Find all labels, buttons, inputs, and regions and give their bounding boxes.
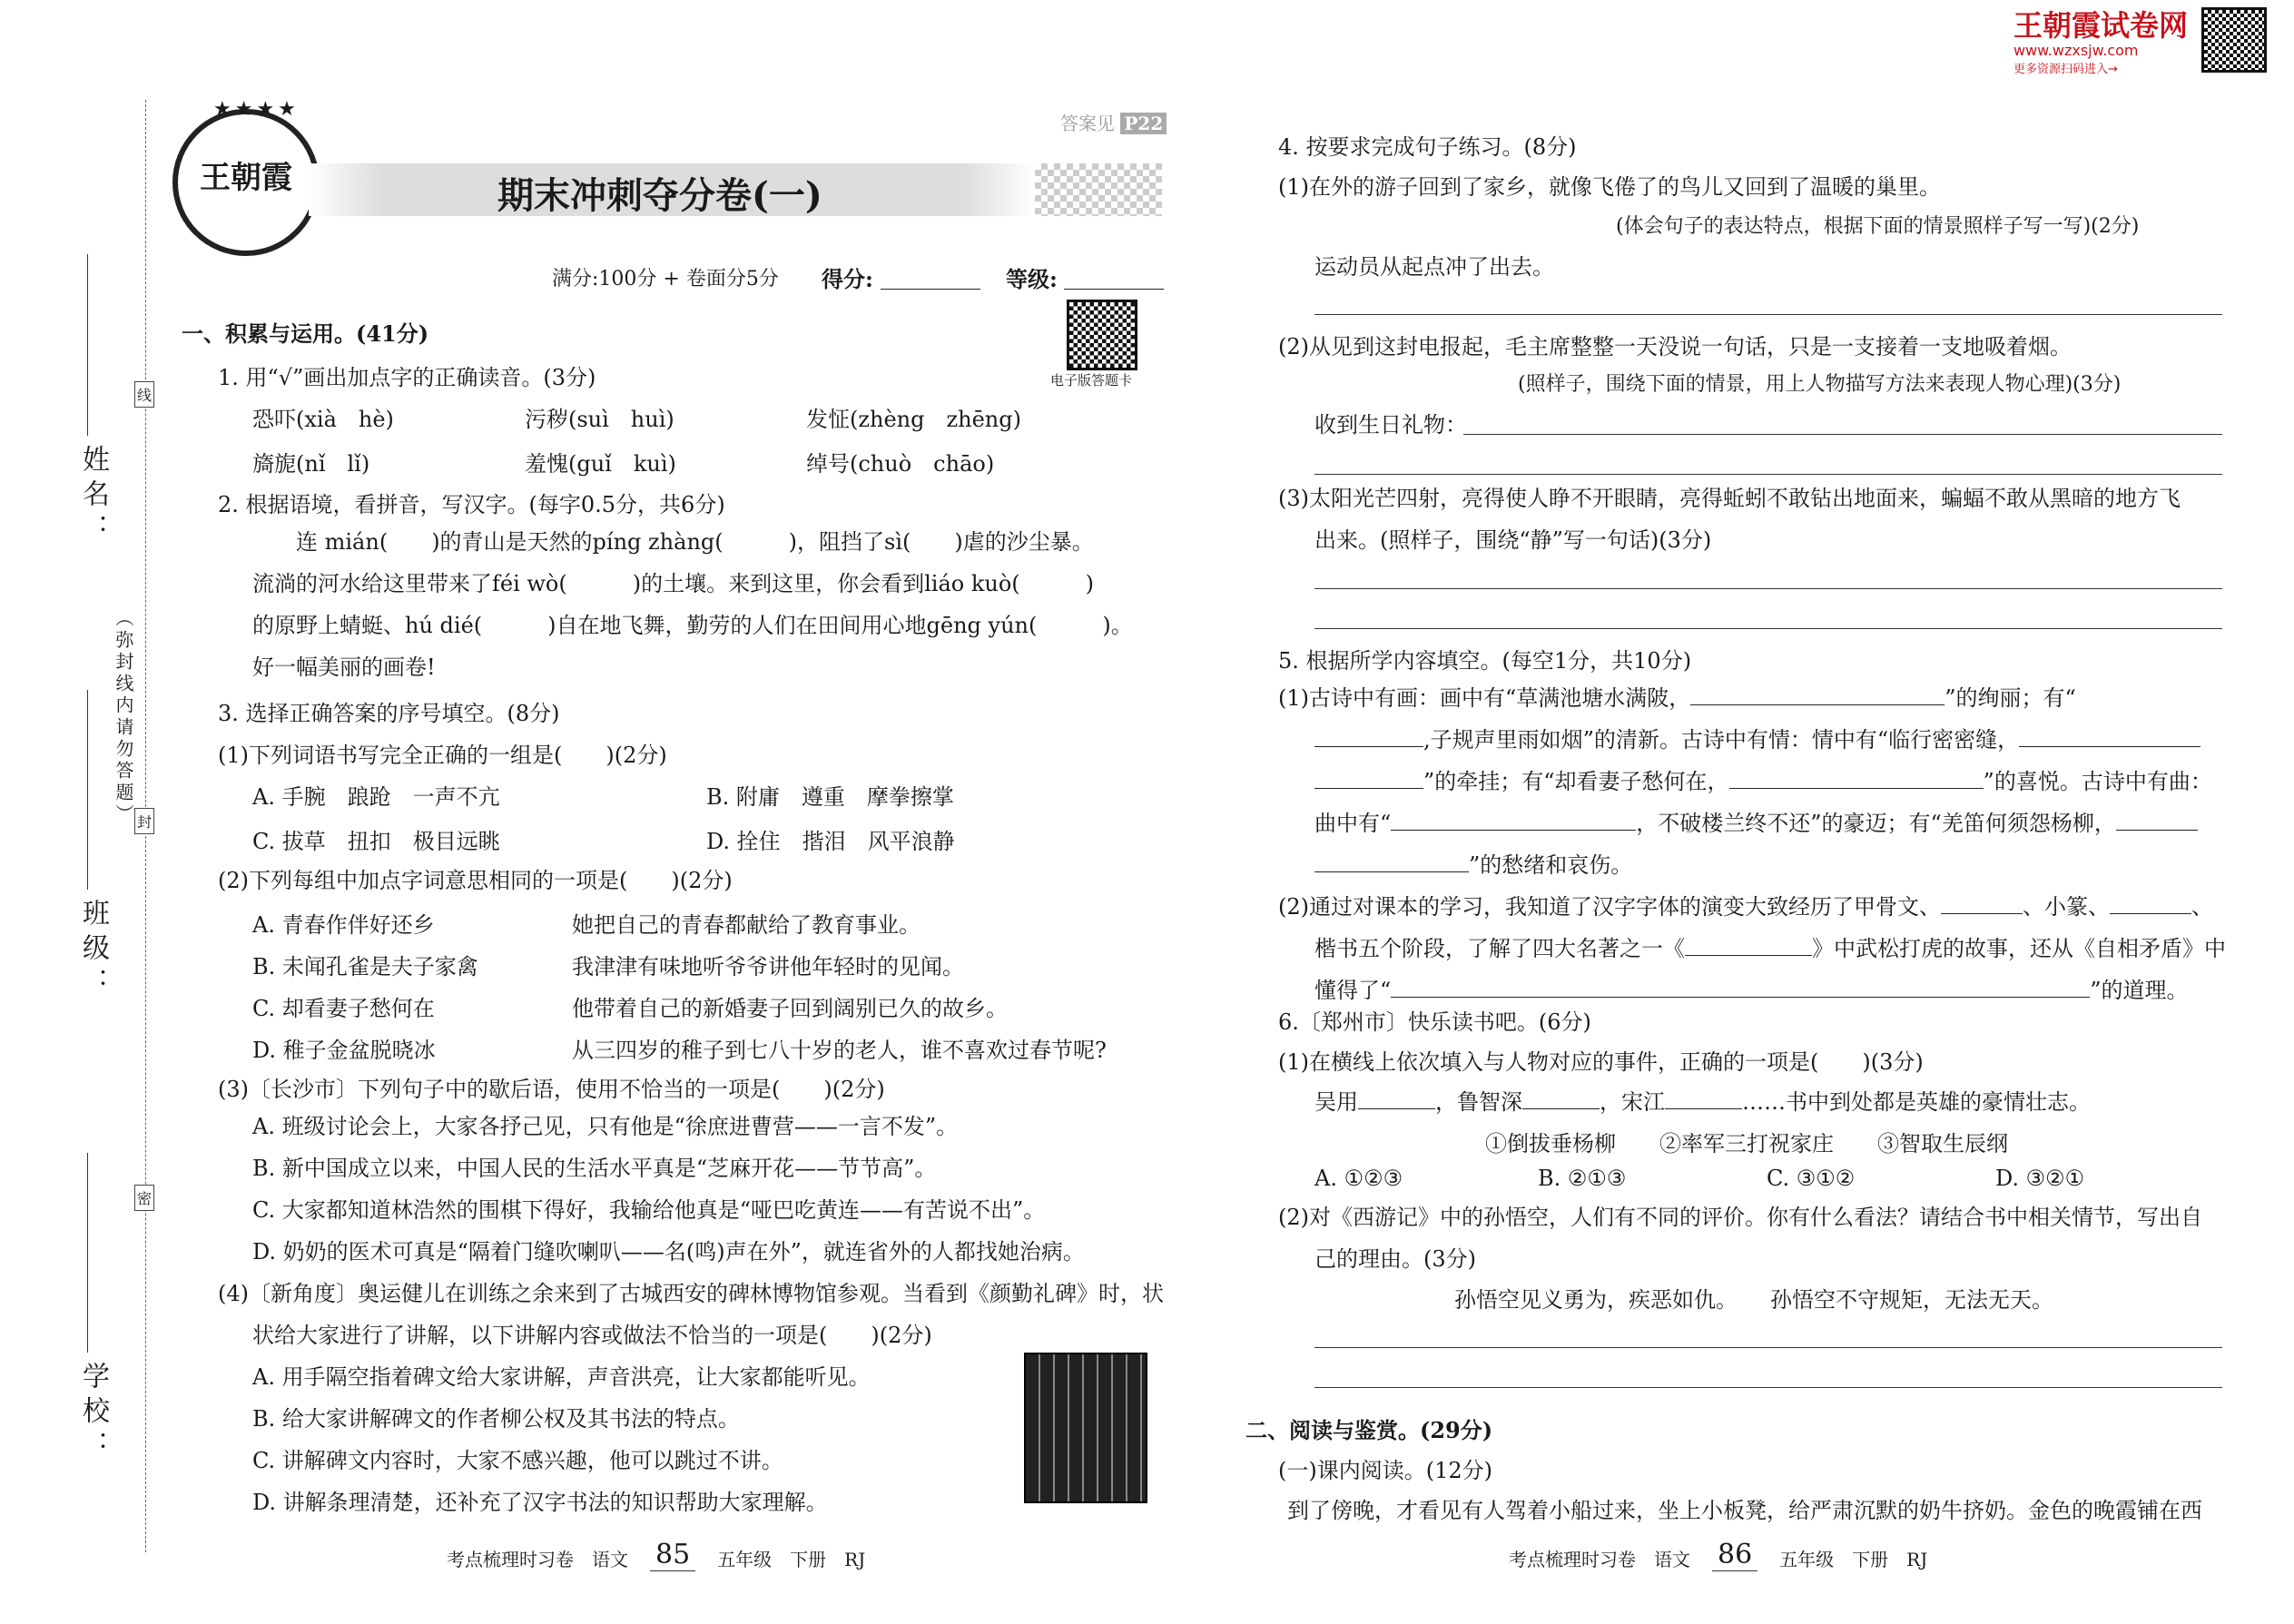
page-title: 期末冲刺夺分卷(一) [497, 174, 822, 217]
score-field[interactable] [881, 289, 980, 290]
q6-blank[interactable] [1358, 1108, 1435, 1109]
calligraphy-rubbing-image [1024, 1353, 1147, 1503]
q6-option[interactable]: C. ③①② [1767, 1166, 1856, 1191]
q5-blank[interactable] [1314, 746, 1423, 747]
seal-xian: 线 [134, 381, 154, 408]
q1-item[interactable]: 发怔(zhèng zhēng) [806, 407, 1021, 432]
q1-items [252, 401, 1069, 477]
q5-text: ”的牵挂；有“却看妻子愁何在， [1423, 769, 1729, 794]
reading-1-text: 到了傍晚，才看见有人驾着小船过来，坐上小板凳，给严肃沉默的奶牛挤奶。金色的晚霞铺在西 [1287, 1498, 2202, 1523]
q5-text: 楷书五个阶段，了解了四大名著之一《 [1314, 936, 1685, 961]
q3-p2-example-a: 她把自己的青春都献给了教育事业。 [572, 912, 921, 938]
q4-s2-requirement: (照样子，围绕下面的情景，用上人物描写方法来表现人物心理)(3分) [1518, 373, 2122, 396]
q4-s2-prompt: 收到生日礼物： [1314, 412, 1467, 438]
brand-name: 王朝霞试卷网 [2013, 8, 2189, 43]
q4-s2-answer-line[interactable] [1463, 434, 2222, 435]
q3-p4-line2: 状给大家进行了讲解，以下讲解内容或做法不恰当的一项是( )(2分) [252, 1323, 932, 1348]
answer-card-qr-icon [1067, 300, 1137, 370]
q6-blank[interactable] [1522, 1108, 1600, 1109]
q5-blank[interactable] [1690, 704, 1944, 705]
answer-page: P22 [1120, 113, 1167, 134]
score-info: 满分:100分 + 卷面分5分 [552, 268, 779, 290]
q1-title: 1. 用“√”画出加点字的正确读音。(3分) [218, 365, 596, 390]
q1-item[interactable]: 恐吓(xià hè) [252, 407, 394, 432]
q5-text: 》中武松打虎的故事，还从《自相矛盾》中 [1812, 936, 2226, 961]
q3-p4-option[interactable]: C. 讲解碑文内容时，大家不感兴趣，他可以跳过不讲。 [252, 1448, 783, 1473]
seal-mi: 密 [134, 1185, 154, 1211]
q1-item[interactable]: 羞愧(guǐ kuì) [525, 451, 676, 477]
answer-ref-label: 答案见 [1060, 113, 1115, 134]
footer-series: 考点梳理时习卷 语文 [447, 1549, 628, 1570]
q3-p2-option-c[interactable]: C. 却看妻子愁何在 [252, 996, 435, 1021]
q3-p3-options [252, 1106, 1178, 1273]
title-band-pattern [1035, 163, 1162, 216]
q5-blank[interactable] [1941, 913, 2023, 914]
qr-code-icon [2201, 7, 2267, 73]
brand [2013, 9, 2188, 76]
q5-text: ”的愁绪和哀伤。 [1469, 852, 1633, 878]
section-2-title: 二、阅读与鉴赏。(29分) [1245, 1417, 1493, 1443]
q1-item[interactable]: 污秽(suì huì) [525, 407, 674, 432]
q5-blank[interactable] [2110, 913, 2191, 914]
q5-text: 、小篆、 [2023, 894, 2110, 920]
school-label: 学校： [77, 1362, 109, 1465]
binding-notice: （弥封线内请勿答题） [113, 608, 134, 826]
school-field[interactable] [87, 1153, 88, 1353]
q6-s1: (1)在横线上依次填入与人物对应的事件，正确的一项是( )(3分) [1278, 1049, 1924, 1075]
q1-item[interactable]: 旖旎(nǐ lǐ) [252, 451, 370, 477]
seal-feng: 封 [134, 808, 154, 834]
q3-p4-option[interactable]: D. 讲解条理清楚，还补充了汉字书法的知识帮助大家理解。 [252, 1490, 828, 1515]
q1-item[interactable]: 绰号(chuò chāo) [806, 451, 995, 477]
qr-caption: 电子版答题卡 [1050, 372, 1133, 389]
q5-text: 曲中有“ [1314, 811, 1392, 836]
q3-p1-option[interactable]: B. 附庸 遵重 摩拳擦掌 [706, 784, 954, 810]
q6-text: ……书中到处都是英雄的豪情壮志。 [1742, 1089, 2091, 1115]
q6-option[interactable]: D. ③②① [1995, 1166, 2085, 1191]
q2-line: 好一幅美丽的画卷! [252, 655, 436, 680]
q6-option[interactable]: A. ①②③ [1314, 1166, 1403, 1191]
q6-s2 [1278, 1196, 2268, 1280]
q3-p2-example-d: 从三四岁的稚子到七八十岁的老人，谁不喜欢过春节呢? [572, 1038, 1107, 1063]
q3-p4-options [252, 1356, 1033, 1523]
q6-title: 6.〔郑州市〕快乐读书吧。(6分) [1278, 1009, 1591, 1035]
q6-views: 孙悟空见义勇为，疾恶如仇。 孙悟空不守规矩，无法无天。 [1454, 1287, 2053, 1313]
q6-text: ，鲁智深 [1435, 1089, 1522, 1115]
q3-p2-option-a[interactable]: A. 青春作伴好还乡 [252, 912, 435, 938]
q6-s2-line2: 己的理由。(3分) [1314, 1246, 1476, 1272]
q2-title: 2. 根据语境，看拼音，写汉字。(每字0.5分，共6分) [218, 492, 725, 517]
q3-p3-option[interactable]: B. 新中国成立以来，中国人民的生活水平真是“芝麻开花——节节高”。 [252, 1156, 937, 1181]
q3-p2-option-d[interactable]: D. 稚子金盆脱晓冰 [252, 1038, 436, 1063]
q5-text: ，不破楼兰终不还”的豪迈；有“羌笛何须怨杨柳， [1636, 811, 2116, 836]
q5-content [1278, 677, 2268, 1011]
q5-blank[interactable] [1314, 871, 1469, 872]
q5-blank[interactable] [1391, 830, 1636, 831]
footer-grade: 五年级 下册 RJ [1779, 1549, 1928, 1570]
name-label: 姓名： [77, 445, 109, 548]
q5-blank[interactable] [2019, 746, 2200, 747]
q6-text: 吴用 [1314, 1089, 1358, 1115]
q4-s3-answer-line[interactable] [1314, 628, 2222, 629]
class-label: 班级： [77, 899, 109, 1002]
q5-blank[interactable] [1729, 788, 1984, 789]
q3-p2-example-c: 他带着自己的新婚妻子回到阔别已久的故乡。 [572, 996, 1008, 1021]
q4-s3-line1: (3)太阳光芒四射，亮得使人睁不开眼睛，亮得蚯蚓不敢钻出地面来，蝙蝠不敢从黑暗的地方飞 [1278, 486, 2181, 511]
q3-p4-option[interactable]: B. 给大家讲解碑文的作者柳公权及其书法的特点。 [252, 1406, 740, 1432]
section-1-title: 一、积累与运用。(41分) [182, 320, 429, 347]
q3-p3-option[interactable]: D. 奶奶的医术可真是“隔着门缝吹喇叭——名(鸣)声在外”，就连省外的人都找她治病。 [252, 1239, 1085, 1265]
q3-p1-option[interactable]: D. 拴住 揩泪 风平浪静 [706, 829, 955, 854]
q3-p1: (1)下列词语书写完全正确的一组是( )(2分) [218, 743, 667, 768]
q6-s1-line [1314, 1084, 2091, 1116]
q3-p2-options [252, 904, 1169, 1071]
right-footer [1509, 1539, 1927, 1571]
q4-s3-answer-line[interactable] [1314, 588, 2222, 589]
q6-s2-line1: (2)对《西游记》中的孙悟空，人们有不同的评价。你有什么看法？请结合书中相关情节，写出自 [1278, 1205, 2202, 1230]
q3-title: 3. 选择正确答案的序号填空。(8分) [218, 701, 560, 726]
grade-field[interactable] [1064, 289, 1164, 290]
q2-line[interactable]: 流淌的河水给这里带来了féi wò( )的土壤。来到这里，你会看到liáo kuò( ) [252, 571, 1095, 596]
reading-1-title: (一)课内阅读。(12分) [1278, 1458, 1492, 1483]
footer-series: 考点梳理时习卷 语文 [1509, 1549, 1690, 1570]
q5-blank[interactable] [2116, 830, 2198, 831]
q4-s3-line2: 出来。(照样子，围绕“静”写一句话)(3分) [1314, 527, 1712, 553]
q3-p1-options [252, 779, 1160, 855]
q4-s1-requirement: (体会句子的表达特点，根据下面的情景照样子写一写)(2分) [1616, 215, 2140, 238]
q3-p3-option[interactable]: A. 班级讨论会上，大家各抒己见，只有他是“徐庶进曹营——一言不发”。 [252, 1114, 959, 1139]
q3-p1-option[interactable]: A. 手腕 踉跄 一声不亢 [252, 784, 500, 810]
q3-p4-option[interactable]: A. 用手隔空指着碑文给大家讲解，声音洪亮，让大家都能听见。 [252, 1364, 871, 1390]
q3-p2-example-b: 我津津有味地听爷爷讲他年轻时的见闻。 [572, 954, 964, 979]
footer-page-number: 86 [1712, 1539, 1757, 1571]
q3-p1-option[interactable]: C. 拔草 扭扣 极目远眺 [252, 829, 500, 854]
q2-line[interactable]: 连 mián( )的青山是天然的píng zhàng( )，阻挡了sì( )虐的沙尘暴。 [296, 529, 1094, 555]
q2-line[interactable]: 的原野上蜻蜓、hú dié( )自在地飞舞，勤劳的人们在田间用心地gēng yún( )。 [252, 613, 1133, 638]
q5-text: ”的绚丽；有“ [1944, 685, 2076, 711]
logo-stars-icon: ★★★★ [213, 98, 300, 121]
brand-tagline: 更多资源扫码进入→ [2013, 63, 2118, 76]
q3-p3-option[interactable]: C. 大家都知道林浩然的围棋下得好，我输给他真是“哑巴吃黄连——有苦说不出”。 [252, 1197, 1046, 1223]
q6-answer-line[interactable] [1314, 1387, 2222, 1388]
logo-text: 王朝霞 [200, 160, 292, 196]
q4-s1-answer-line[interactable] [1314, 314, 2222, 315]
class-field[interactable] [87, 690, 88, 890]
brand-url: www.wzxsjw.com [2013, 42, 2139, 59]
q4-s2: (2)从见到这封电报起，毛主席整整一天没说一句话，只是一支接着一支地吸着烟。 [1278, 334, 2072, 359]
logo [172, 109, 320, 256]
q5-text: ”的道理。 [2090, 978, 2189, 1003]
q4-s1-prompt: 运动员从起点冲了出去。 [1314, 254, 1554, 280]
grade-label: 等级: [1006, 266, 1058, 292]
q4-s3 [1278, 477, 2259, 561]
left-footer [447, 1539, 865, 1571]
q2-passage [252, 521, 1169, 688]
q3-p3: (3)〔长沙市〕下列句子中的歇后语，使用不恰当的一项是( )(2分) [218, 1077, 885, 1102]
q5-blank[interactable] [1685, 955, 1812, 956]
q5-text: 懂得了“ [1314, 978, 1392, 1003]
q5-text: ”的喜悦。古诗中有曲： [1983, 769, 2212, 794]
q5-title: 5. 根据所学内容填空。(每空1分，共10分) [1278, 648, 1692, 674]
q6-option[interactable]: B. ②①③ [1538, 1166, 1627, 1191]
q3-p4 [218, 1273, 1180, 1356]
q6-blank[interactable] [1665, 1108, 1742, 1109]
q3-p2-option-b[interactable]: B. 未闻孔雀是夫子家禽 [252, 954, 478, 979]
name-field[interactable] [87, 254, 88, 436]
q5-blank[interactable] [1314, 788, 1423, 789]
q6-text: ，宋江 [1600, 1089, 1665, 1115]
score-label: 得分: [822, 266, 873, 292]
q3-p2: (2)下列每组中加点字词意思相同的一项是( )(2分) [218, 868, 733, 893]
q5-text: (2)通过对课本的学习，我知道了汉字字体的演变大致经历了甲骨文、 [1278, 894, 1941, 920]
q4-s2-answer-line[interactable] [1314, 474, 2222, 475]
q3-p4-line1: (4)〔新角度〕奥运健儿在训练之余来到了古城西安的碑林博物馆参观。当看到《颜勤礼碑》时，状 [218, 1281, 1164, 1306]
q5-blank[interactable] [1391, 997, 2090, 998]
q6-options [1314, 1166, 2084, 1191]
q4-s1: (1)在外的游子回到了家乡，就像飞倦了的鸟儿又回到了温暖的巢里。 [1278, 174, 1941, 200]
q5-text: (1)古诗中有画：画中有“草满池塘水满陂， [1278, 685, 1691, 711]
footer-grade: 五年级 下册 RJ [717, 1549, 866, 1570]
q5-text: 、 [2191, 894, 2213, 920]
q4-title: 4. 按要求完成句子练习。(8分) [1278, 134, 1577, 160]
footer-page-number: 85 [650, 1539, 695, 1571]
q6-answer-line[interactable] [1314, 1347, 2222, 1348]
q6-events: ①倒拔垂杨柳 ②率军三打祝家庄 ③智取生辰纲 [1485, 1131, 2008, 1156]
q5-text: ,子规声里雨如烟”的清新。古诗中有情：情中有“临行密密缝， [1423, 727, 2020, 753]
answer-ref [1060, 109, 1167, 135]
